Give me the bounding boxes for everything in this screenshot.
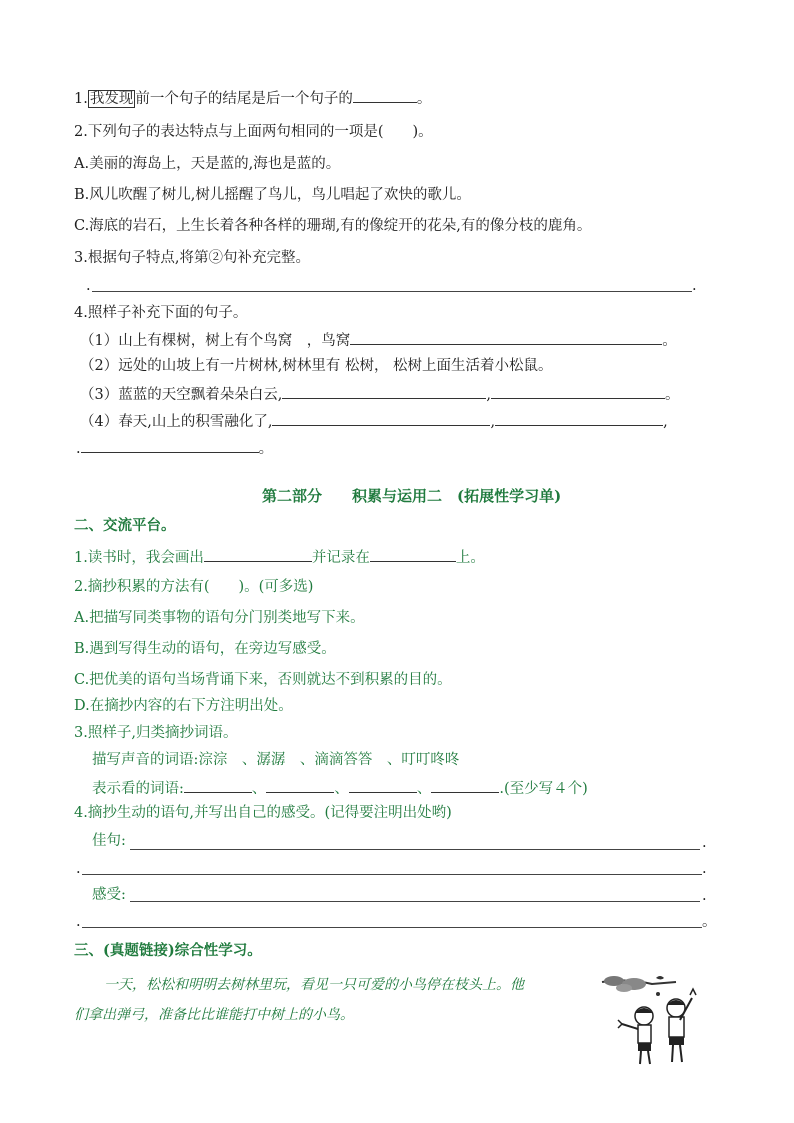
dot: . xyxy=(76,861,81,877)
option-d: D.在摘抄内容的右下方注明出处。 xyxy=(74,698,293,714)
dot: . xyxy=(692,278,697,294)
dot: . xyxy=(702,888,707,904)
option-b: B.遇到写得生动的语句，在旁边写感受。 xyxy=(74,641,336,657)
answer-blank[interactable] xyxy=(282,383,486,399)
answer-blank[interactable] xyxy=(353,87,417,103)
good-sentence-label: 佳句: xyxy=(92,833,126,849)
question-1: 1. 我发现 前一个句子的结尾是后一个句子的 。 xyxy=(74,87,431,109)
part-title: 第二部分 积累与运用二 (拓展性学习单) xyxy=(262,487,562,505)
feeling-label: 感受: xyxy=(92,887,126,903)
option-c: C.海底的岩石，上生长着各种各样的珊瑚,有的像绽开的花朵,有的像分枝的鹿角。 xyxy=(74,218,592,234)
answer-blank[interactable] xyxy=(81,437,259,453)
question-p4: 4.摘抄生动的语句,并写出自己的感受。(记得要注明出处哟) xyxy=(74,805,452,821)
answer-line[interactable] xyxy=(92,291,692,292)
answer-blank[interactable] xyxy=(266,777,334,793)
option-c: C.把优美的语句当场背诵下来，否则就达不到积累的目的。 xyxy=(74,672,452,688)
option-b: B.风儿吹醒了树儿,树儿摇醒了鸟儿，鸟儿唱起了欢快的歌儿。 xyxy=(74,187,471,203)
q4-item-4-cont: . 。 xyxy=(76,437,273,459)
question-p3: 3.照样子,归类摘抄词语。 xyxy=(74,725,238,741)
dot: . xyxy=(702,835,707,851)
answer-blank[interactable] xyxy=(349,777,417,793)
question-3: 3.根据句子特点,将第②句补充完整。 xyxy=(74,250,310,266)
section-heading: 三、(真题链接)综合性学习。 xyxy=(74,942,262,959)
answer-blank[interactable] xyxy=(272,410,490,426)
q4-item-4: （4）春天,山上的积雪融化了, , , xyxy=(80,410,668,432)
dot: . xyxy=(76,914,81,930)
answer-blank[interactable] xyxy=(184,777,252,793)
boxed-text: 我发现 xyxy=(89,91,134,107)
answer-line[interactable] xyxy=(130,849,700,850)
answer-blank[interactable] xyxy=(350,329,662,345)
kids-slingshot-illustration xyxy=(596,968,708,1068)
question-p1: 1.读书时，我会画出 并记录在 上。 xyxy=(74,546,485,568)
sound-words: 描写声音的词语:淙淙 、潺潺 、滴滴答答 、叮叮咚咚 xyxy=(92,752,460,768)
answer-blank[interactable] xyxy=(370,546,456,562)
answer-blank[interactable] xyxy=(204,546,312,562)
answer-line[interactable] xyxy=(82,874,702,875)
dot: . xyxy=(702,861,707,877)
q4-item-1: （1）山上有棵树，树上有个鸟窝 ，鸟窝 。 xyxy=(80,329,677,351)
question-p2: 2.摘抄积累的方法有( )。(可多选) xyxy=(74,579,314,595)
section-heading: 二、交流平台。 xyxy=(74,517,176,534)
answer-blank[interactable] xyxy=(495,410,663,426)
question-4: 4.照样子补充下面的句子。 xyxy=(74,305,248,321)
answer-line[interactable] xyxy=(130,901,700,902)
story-text: 一天，松松和明明去树林里玩，看见一只可爱的小鸟停在枝头上。他 xyxy=(104,977,524,993)
look-words: 表示看的词语: 、 、 、 .(至少写４个) xyxy=(92,777,588,799)
question-2: 2.下列句子的表达特点与上面两句相同的一项是( )。 xyxy=(74,124,433,140)
answer-line[interactable] xyxy=(82,927,702,928)
q4-item-2: （2）远处的山坡上有一片树林,树林里有 松树， 松树上面生活着小松鼠。 xyxy=(80,358,553,374)
option-a: A.把描写同类事物的语句分门别类地写下来。 xyxy=(74,610,365,626)
dot: 。 xyxy=(702,914,717,930)
q4-item-3: （3）蓝蓝的天空飘着朵朵白云, , 。 xyxy=(80,383,679,405)
option-a: A.美丽的海岛上，天是蓝的,海也是蓝的。 xyxy=(74,156,341,172)
dot: . xyxy=(86,278,91,294)
answer-blank[interactable] xyxy=(491,383,665,399)
story-text: 们拿出弹弓，准备比比谁能打中树上的小鸟。 xyxy=(74,1007,354,1023)
answer-blank[interactable] xyxy=(431,777,499,793)
